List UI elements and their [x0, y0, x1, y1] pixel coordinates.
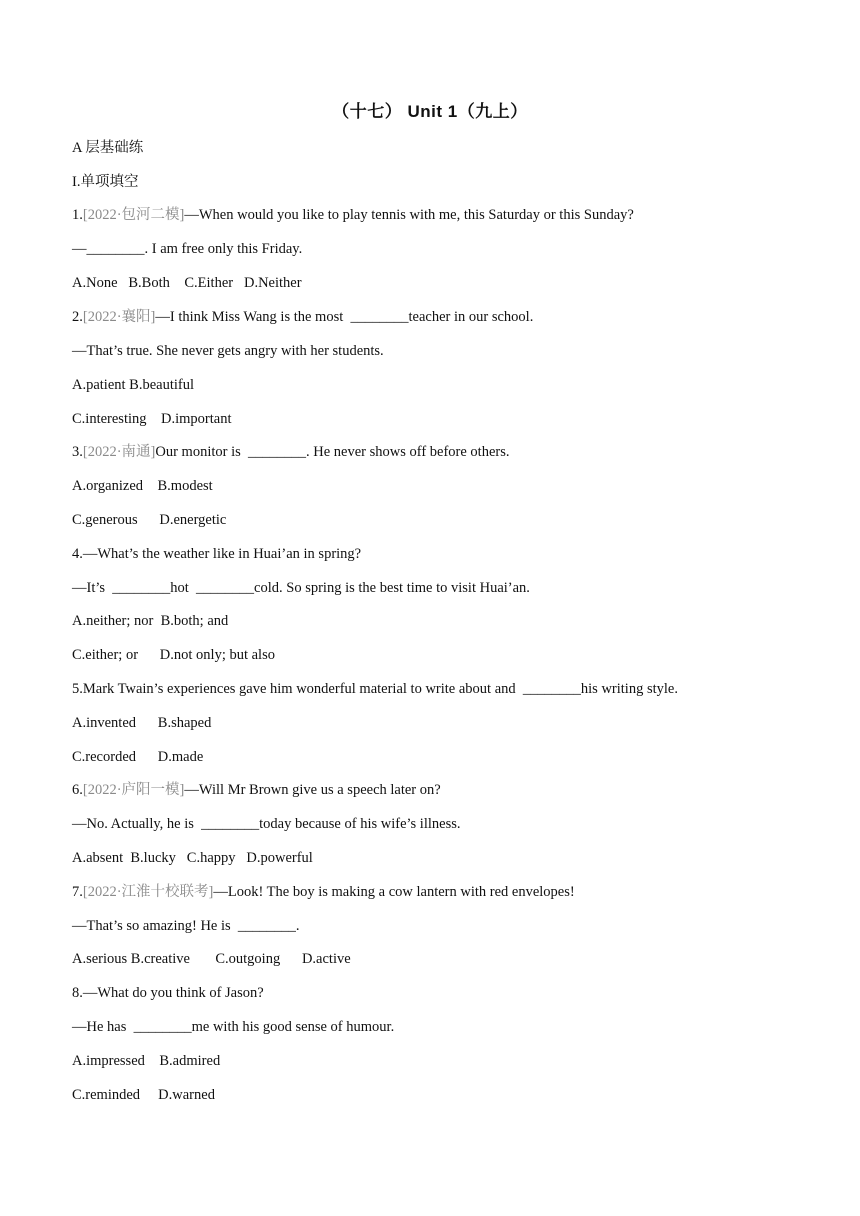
- question-number: 7.: [72, 884, 83, 900]
- question-line: [72, 917, 300, 935]
- question-source: [2022·江淮十校联考]: [82, 884, 214, 900]
- question-line: [72, 781, 441, 799]
- question-text: A.impressed B.admired: [72, 1053, 221, 1069]
- question-text: —I think Miss Wang is the most ________teacher in our school.: [155, 309, 534, 325]
- question-text: —Look! The boy is making a cow lantern with red envelopes!: [213, 884, 575, 900]
- question-text: A.invented B.shaped: [72, 715, 212, 731]
- question-line: [72, 443, 510, 461]
- question-text: A.neither; nor B.both; and: [72, 613, 229, 629]
- question-line: [72, 376, 194, 394]
- question-text: C.recorded D.made: [72, 749, 204, 765]
- question-line: [72, 646, 275, 664]
- question-text: C.generous D.energetic: [72, 512, 227, 528]
- question-line: [72, 1052, 220, 1070]
- question-line: [72, 240, 302, 258]
- question-text: —That’s so amazing! He is ________.: [72, 918, 300, 934]
- question-line: [72, 1086, 215, 1104]
- question-line: [72, 680, 678, 698]
- question-text: C.interesting D.important: [72, 411, 232, 427]
- question-source: [2022·庐阳一模]: [82, 782, 185, 798]
- question-number: 4.: [72, 546, 83, 562]
- question-text: —What’s the weather like in Huai’an in spring?: [82, 546, 362, 562]
- question-text: —He has ________me with his good sense of humour.: [72, 1019, 395, 1035]
- question-line: [72, 579, 530, 597]
- question-line: [72, 1018, 394, 1036]
- question-text: A.serious B.creative C.outgoing D.active: [72, 951, 351, 967]
- question-line: [72, 714, 211, 732]
- question-number: 8.: [72, 985, 83, 1001]
- question-line: [72, 274, 302, 292]
- question-line: [72, 815, 460, 833]
- question-line: [72, 748, 203, 766]
- question-text: Mark Twain’s experiences gave him wonderful material to write about and ________his writing style.: [82, 681, 678, 697]
- question-text: —When would you like to play tennis with me, this Saturday or this Sunday?: [184, 207, 634, 223]
- question-line: [72, 950, 351, 968]
- question-number: 2.: [72, 309, 83, 325]
- section-part: I.单项填空: [72, 174, 139, 190]
- question-line: [72, 410, 231, 428]
- question-text: —What do you think of Jason?: [82, 985, 264, 1001]
- question-text: A.None B.Both C.Either D.Neither: [72, 275, 302, 291]
- question-number: 1.: [72, 207, 83, 223]
- question-line: [72, 477, 213, 495]
- question-source: [2022·襄阳]: [82, 309, 156, 325]
- question-text: A.absent B.lucky C.happy D.powerful: [72, 850, 313, 866]
- question-line: [72, 849, 313, 867]
- question-text: —________. I am free only this Friday.: [72, 241, 303, 257]
- question-text: A.organized B.modest: [72, 478, 213, 494]
- question-line: [72, 984, 264, 1002]
- question-line: [72, 883, 575, 901]
- question-line: [72, 612, 228, 630]
- question-line: [72, 511, 226, 529]
- question-number: 5.: [72, 681, 83, 697]
- page-title: （十七） Unit 1（九上）: [332, 102, 528, 121]
- question-text: A.patient B.beautiful: [72, 377, 195, 393]
- question-line: [72, 342, 384, 360]
- question-text: C.either; or D.not only; but also: [72, 647, 275, 663]
- question-text: —It’s ________hot ________cold. So spring is the best time to visit Huai’an.: [72, 580, 530, 596]
- question-text: C.reminded D.warned: [72, 1087, 215, 1103]
- question-text: Our monitor is ________. He never shows off before others.: [155, 444, 510, 460]
- question-number: 3.: [72, 444, 83, 460]
- question-line: [72, 545, 361, 563]
- question-text: —Will Mr Brown give us a speech later on?: [184, 782, 441, 798]
- question-line: [72, 206, 634, 224]
- question-text: —That’s true. She never gets angry with her students.: [72, 343, 384, 359]
- question-source: [2022·包河二模]: [82, 207, 185, 223]
- question-line: [72, 308, 533, 326]
- question-source: [2022·南通]: [82, 444, 156, 460]
- question-text: —No. Actually, he is ________today because of his wife’s illness.: [72, 816, 461, 832]
- question-number: 6.: [72, 782, 83, 798]
- section-level: A 层基础练: [72, 140, 144, 156]
